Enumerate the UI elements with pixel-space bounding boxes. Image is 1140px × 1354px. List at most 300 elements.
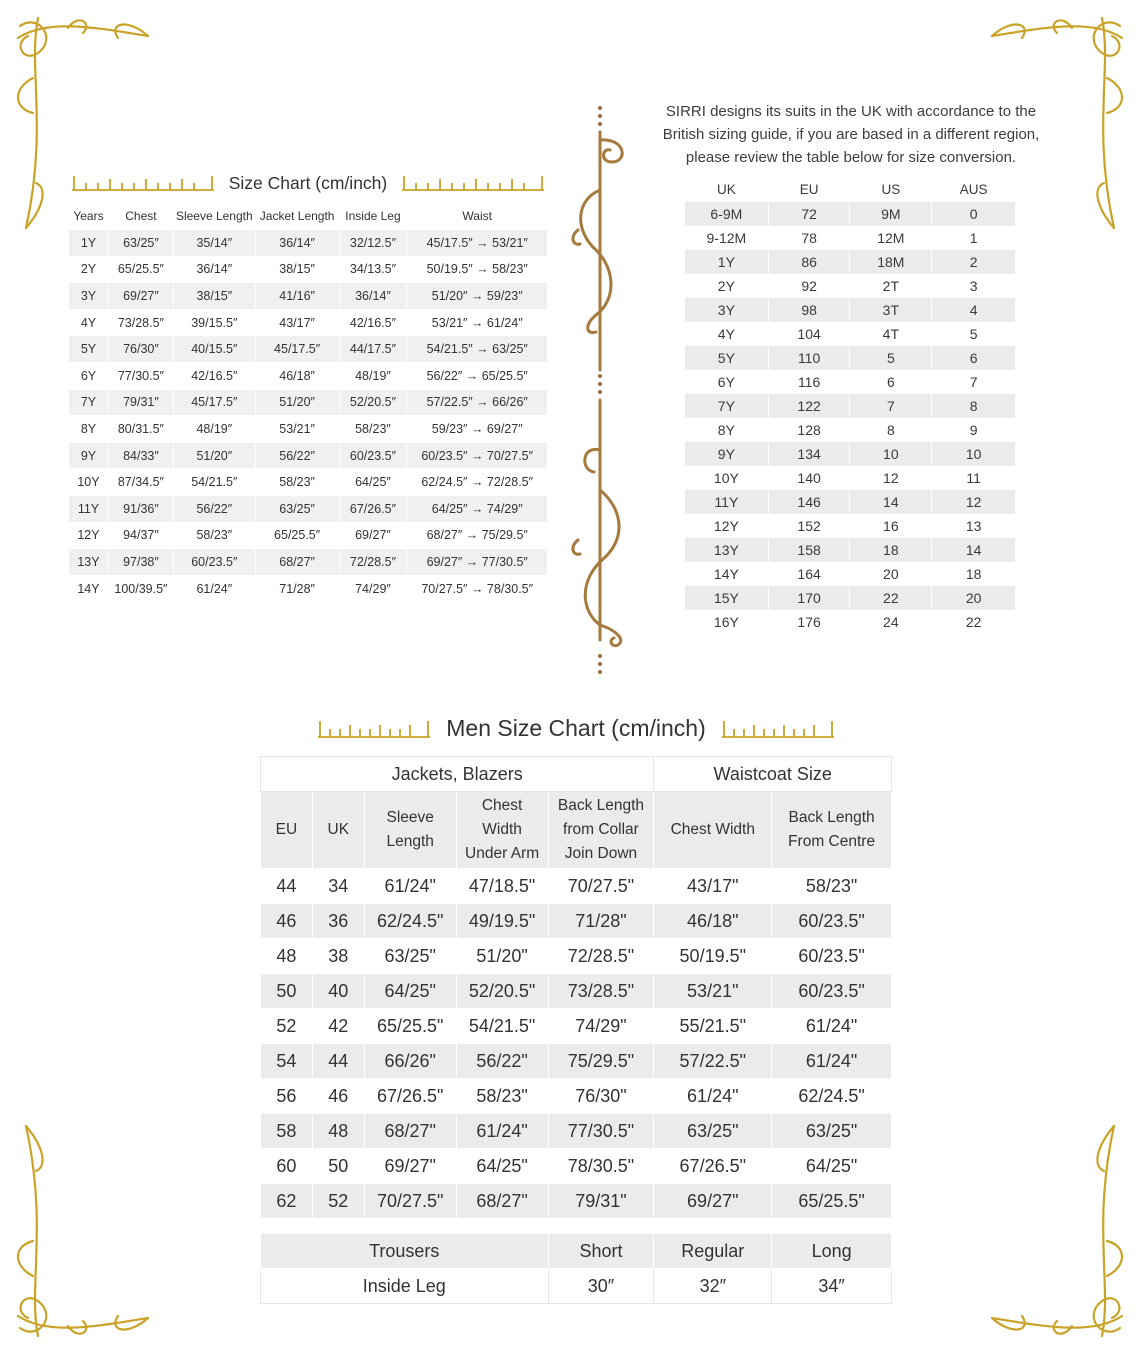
conversion-table-row [685,370,1016,394]
table-cell: 3 [932,274,1016,298]
trousers-size: Short [548,1234,654,1269]
table-cell: 8Y [685,418,769,442]
table-cell: 45/17.5″ → 53/21″ [407,230,548,257]
kids-table-row [69,442,548,469]
table-cell: 64/25" [456,1149,548,1184]
ruler-icon [402,175,544,191]
conversion-table-row [685,394,1016,418]
table-cell: 45/17.5″ [255,336,339,363]
table-cell: 70/27.5" [548,869,654,904]
table-cell: 12M [850,226,932,250]
men-table-row [261,1184,892,1219]
table-cell: 79/31" [548,1184,654,1219]
table-cell: 56 [261,1079,313,1114]
table-cell: 63/25″ [255,495,339,522]
table-cell: 71/28" [548,904,654,939]
table-cell: 9M [850,202,932,226]
conversion-table-row [685,466,1016,490]
table-cell: 158 [768,538,850,562]
table-cell: 7Y [685,394,769,418]
table-cell: 13Y [685,538,769,562]
table-cell: 6Y [685,370,769,394]
kids-chart-title: Size Chart (cm/inch) [228,172,388,193]
table-cell: 74/29″ [339,575,407,602]
table-cell: 72 [768,202,850,226]
table-cell: 36/14″ [339,283,407,310]
table-cell: 78 [768,226,850,250]
table-cell: 48 [261,939,313,974]
table-cell: 7 [850,394,932,418]
ruler-icon [72,175,214,191]
column-header-uk: UK [312,792,364,869]
table-cell: 18 [932,562,1016,586]
table-cell: 14Y [685,562,769,586]
table-cell: 65/25.5″ [255,522,339,549]
table-cell: 22 [850,586,932,610]
conversion-table-row [685,586,1016,610]
table-cell: 77/30.5″ [108,362,173,389]
table-cell: 60 [261,1149,313,1184]
table-cell: 24 [850,610,932,634]
table-cell: 50/19.5″ → 58/23″ [407,256,548,283]
table-cell: 94/37″ [108,522,173,549]
table-cell: 49/19.5" [456,904,548,939]
conversion-table-row [685,346,1016,370]
table-cell: 4Y [69,309,109,336]
kids-table-row [69,230,548,257]
table-cell: 100/39.5″ [108,575,173,602]
conversion-table-row [685,202,1016,226]
table-cell: 60/23.5″ [173,549,255,576]
column-header-back-length [548,792,654,869]
inside-leg-value: 30″ [548,1269,654,1304]
scroll-ornament-icon [8,1116,158,1346]
table-cell: 34/13.5″ [339,256,407,283]
table-cell: 64/25" [364,974,456,1009]
table-cell: 65/25.5″ [108,256,173,283]
scroll-ornament-icon [982,1116,1132,1346]
table-cell: 58/23" [456,1079,548,1114]
men-table-row [261,939,892,974]
table-cell: 67/26.5" [364,1079,456,1114]
header-line: Chest [481,797,523,814]
table-cell: 2Y [685,274,769,298]
table-cell: 5 [850,346,932,370]
table-cell: 69/27″ → 77/30.5″ [407,549,548,576]
table-cell: 91/36″ [108,495,173,522]
conversion-table-row [685,250,1016,274]
table-cell: 36/14″ [255,230,339,257]
table-cell: 16Y [685,610,769,634]
table-cell: 77/30.5" [548,1114,654,1149]
table-cell: 7 [932,370,1016,394]
table-cell: 18M [850,250,932,274]
table-cell: 68/27″ → 75/29.5″ [407,522,548,549]
trousers-size: Long [772,1234,892,1269]
table-cell: 20 [850,562,932,586]
table-cell: 76/30″ [108,336,173,363]
table-cell: 13 [932,514,1016,538]
table-cell: 60/23.5" [772,939,892,974]
table-cell: 2T [850,274,932,298]
table-cell: 140 [768,466,850,490]
table-cell: 58/23" [772,869,892,904]
column-header: US [850,176,932,202]
table-cell: 54/21.5" [456,1009,548,1044]
table-cell: 75/29.5" [548,1044,654,1079]
table-cell: 14 [850,490,932,514]
conversion-table-row [685,418,1016,442]
header-line: Width [482,821,522,838]
table-cell: 55/21.5" [654,1009,772,1044]
column-header: Sleeve Length [173,203,255,230]
table-cell: 79/31″ [108,389,173,416]
table-cell: 8Y [69,416,109,443]
table-cell: 62/24.5″ → 72/28.5″ [407,469,548,496]
header-line: Back Length [788,809,875,826]
table-cell: 9Y [69,442,109,469]
ruler-icon [722,720,834,738]
table-cell: 22 [932,610,1016,634]
table-cell: 34 [312,869,364,904]
table-cell: 61/24" [772,1009,892,1044]
spacer-row [261,1219,892,1234]
trousers-size: Regular [654,1234,772,1269]
conversion-header-row [685,176,1016,202]
table-cell: 60/23.5" [772,904,892,939]
table-cell: 72/28.5" [548,939,654,974]
table-cell: 134 [768,442,850,466]
table-cell: 56/22″ [173,495,255,522]
table-cell: 66/26" [364,1044,456,1079]
kids-table-row [69,283,548,310]
conversion-table [684,176,1016,634]
table-cell: 18 [850,538,932,562]
table-cell: 38/15″ [173,283,255,310]
conversion-table-row [685,274,1016,298]
table-cell: 61/24" [364,869,456,904]
note-line: SIRRI designs its suits in the UK with accordance to the [665,103,1037,120]
ruler-icon [318,720,430,738]
table-cell: 2Y [69,256,109,283]
table-cell: 53/21" [654,974,772,1009]
table-cell: 58/23″ [339,416,407,443]
table-cell: 170 [768,586,850,610]
table-cell: 15Y [685,586,769,610]
table-cell: 116 [768,370,850,394]
table-cell: 73/28.5" [548,974,654,1009]
table-cell: 50/19.5" [654,939,772,974]
conversion-table-row [685,298,1016,322]
table-cell: 39/15.5″ [173,309,255,336]
table-cell: 38/15″ [255,256,339,283]
table-cell: 12 [932,490,1016,514]
kids-table-row [69,522,548,549]
table-cell: 11Y [69,495,109,522]
table-cell: 74/29" [548,1009,654,1044]
table-cell: 57/22.5″ → 66/26″ [407,389,548,416]
table-cell: 54/21.5″ → 63/25″ [407,336,548,363]
table-cell: 67/26.5" [654,1149,772,1184]
table-cell: 52/20.5″ [339,389,407,416]
table-cell: 63/25″ [108,230,173,257]
kids-table-row [69,549,548,576]
column-header: AUS [932,176,1016,202]
table-cell: 62/24.5" [364,904,456,939]
table-cell: 71/28″ [255,575,339,602]
table-cell: 46 [261,904,313,939]
kids-chart-title-row [68,172,548,194]
table-cell: 69/27" [654,1184,772,1219]
column-header-eu: EU [261,792,313,869]
kids-header-row [69,203,548,230]
kids-table-row [69,389,548,416]
kids-table-row [69,336,548,363]
table-cell: 12Y [685,514,769,538]
table-cell: 50 [312,1149,364,1184]
column-header: Chest [108,203,173,230]
kids-table-row [69,309,548,336]
table-cell: 51/20" [456,939,548,974]
column-header-chest [456,792,548,869]
table-cell: 64/25″ [339,469,407,496]
men-chart-title: Men Size Chart (cm/inch) [446,715,706,742]
men-header-row [261,792,892,869]
header-line: Under Arm [465,845,540,862]
table-cell: 47/18.5" [456,869,548,904]
table-cell: 51/20″ → 59/23″ [407,283,548,310]
men-table-row [261,904,892,939]
table-cell: 68/27" [364,1114,456,1149]
table-cell: 84/33″ [108,442,173,469]
table-cell: 43/17" [654,869,772,904]
table-cell: 58/23″ [255,469,339,496]
table-cell: 70/27.5″ → 78/30.5″ [407,575,548,602]
table-cell: 48 [312,1114,364,1149]
table-cell: 5 [932,322,1016,346]
table-cell: 63/25" [654,1114,772,1149]
column-header: Jacket Length [255,203,339,230]
table-cell: 52/20.5" [456,974,548,1009]
table-cell: 53/21″ [255,416,339,443]
header-line: Join Down [564,845,638,862]
conversion-note [652,100,1050,169]
table-cell: 59/23″ → 69/27″ [407,416,548,443]
conversion-table-row [685,226,1016,250]
table-cell: 164 [768,562,850,586]
table-cell: 57/22.5" [654,1044,772,1079]
inside-leg-value: 34″ [772,1269,892,1304]
table-cell: 80/31.5″ [108,416,173,443]
table-cell: 50 [261,974,313,1009]
table-cell: 5Y [685,346,769,370]
table-cell: 12Y [69,522,109,549]
kids-size-table [68,202,548,602]
table-cell: 42/16.5″ [173,362,255,389]
table-cell: 38 [312,939,364,974]
table-cell: 98 [768,298,850,322]
table-cell: 52 [312,1184,364,1219]
ornament-bottom-left [8,1116,158,1346]
table-cell: 65/25.5" [364,1009,456,1044]
table-cell: 4Y [685,322,769,346]
table-cell: 78/30.5" [548,1149,654,1184]
table-cell: 64/25" [772,1149,892,1184]
table-cell: 61/24″ [173,575,255,602]
kids-table-row [69,362,548,389]
table-cell: 32/12.5″ [339,230,407,257]
inside-leg-row [261,1269,892,1304]
kids-table-row [69,495,548,522]
table-cell: 61/24" [456,1114,548,1149]
conversion-table-row [685,610,1016,634]
table-cell: 52 [261,1009,313,1044]
table-cell: 44 [261,869,313,904]
table-cell: 6Y [69,362,109,389]
note-line: please review the table below for size conversion. [685,149,1017,166]
table-cell: 41/16″ [255,283,339,310]
table-cell: 46/18" [654,904,772,939]
table-cell: 69/27″ [339,522,407,549]
table-cell: 5Y [69,336,109,363]
column-header: Waist [407,203,548,230]
table-cell: 4 [932,298,1016,322]
men-chart-title-row [260,714,892,742]
column-header: Inside Leg [339,203,407,230]
table-cell: 4T [850,322,932,346]
table-cell: 46/18″ [255,362,339,389]
table-cell: 69/27" [364,1149,456,1184]
column-header-sleeve [364,792,456,869]
table-cell: 146 [768,490,850,514]
table-cell: 51/20″ [173,442,255,469]
table-cell: 8 [850,418,932,442]
table-cell: 6 [850,370,932,394]
table-cell: 48/19″ [339,362,407,389]
table-cell: 14 [932,538,1016,562]
table-cell: 64/25″ → 74/29″ [407,495,548,522]
table-cell: 73/28.5″ [108,309,173,336]
inside-leg-value: 32″ [654,1269,772,1304]
table-cell: 53/21″ → 61/24″ [407,309,548,336]
table-cell: 70/27.5" [364,1184,456,1219]
table-cell: 40 [312,974,364,1009]
table-cell: 69/27″ [108,283,173,310]
table-cell: 68/27″ [255,549,339,576]
men-table-row [261,1044,892,1079]
table-cell: 72/28.5″ [339,549,407,576]
header-line: Length [386,833,434,850]
header-line: From Centre [788,833,876,850]
conversion-table-row [685,442,1016,466]
header-line: from Collar [563,821,639,838]
ornament-bottom-right [982,1116,1132,1346]
kids-table-row [69,256,548,283]
header-line: Sleeve [386,809,434,826]
table-cell: 68/27" [456,1184,548,1219]
men-table-row [261,869,892,904]
conversion-table-row [685,322,1016,346]
table-cell: 1 [932,226,1016,250]
table-cell: 86 [768,250,850,274]
conversion-table-row [685,538,1016,562]
conversion-table-row [685,514,1016,538]
table-cell: 42/16.5″ [339,309,407,336]
table-cell: 104 [768,322,850,346]
table-cell: 35/14″ [173,230,255,257]
trousers-size-row [261,1234,892,1269]
column-header-waistcoat-chest: Chest Width [654,792,772,869]
table-cell: 9Y [685,442,769,466]
table-cell: 60/23.5" [772,974,892,1009]
table-cell: 16 [850,514,932,538]
table-cell: 3Y [685,298,769,322]
table-cell: 152 [768,514,850,538]
table-cell: 62/24.5" [772,1079,892,1114]
table-cell: 13Y [69,549,109,576]
table-cell: 44 [312,1044,364,1079]
conversion-table-row [685,490,1016,514]
group-header-jackets: Jackets, Blazers [261,757,654,792]
table-cell: 45/17.5″ [173,389,255,416]
table-cell: 44/17.5″ [339,336,407,363]
table-cell: 48/19″ [173,416,255,443]
table-cell: 63/25" [772,1114,892,1149]
divider-ornament-icon [566,100,632,682]
table-cell: 40/15.5″ [173,336,255,363]
table-cell: 11 [932,466,1016,490]
table-cell: 7Y [69,389,109,416]
table-cell: 63/25" [364,939,456,974]
men-table-row [261,1009,892,1044]
table-cell: 9 [932,418,1016,442]
table-cell: 60/23.5″ → 70/27.5″ [407,442,548,469]
table-cell: 176 [768,610,850,634]
column-header: EU [768,176,850,202]
table-cell: 61/24" [654,1079,772,1114]
table-cell: 11Y [685,490,769,514]
men-group-row [261,757,892,792]
table-cell: 1Y [69,230,109,257]
table-cell: 9-12M [685,226,769,250]
men-table-row [261,1114,892,1149]
table-cell: 20 [932,586,1016,610]
group-header-waistcoat: Waistcoat Size [654,757,892,792]
men-table-row [261,1149,892,1184]
column-header: Years [69,203,109,230]
kids-table-row [69,416,548,443]
conversion-table-row [685,562,1016,586]
table-cell: 54/21.5″ [173,469,255,496]
table-cell: 51/20″ [255,389,339,416]
table-cell: 36/14″ [173,256,255,283]
table-cell: 10 [850,442,932,466]
table-cell: 10Y [685,466,769,490]
table-cell: 97/38″ [108,549,173,576]
table-cell: 65/25.5" [772,1184,892,1219]
table-cell: 46 [312,1079,364,1114]
table-cell: 54 [261,1044,313,1079]
table-cell: 43/17″ [255,309,339,336]
note-line: British sizing guide, if you are based in a different region, [662,126,1040,143]
table-cell: 10Y [69,469,109,496]
table-cell: 58 [261,1114,313,1149]
table-cell: 56/22" [456,1044,548,1079]
table-cell: 56/22″ [255,442,339,469]
inside-leg-label: Inside Leg [261,1269,549,1304]
kids-table-row [69,469,548,496]
table-cell: 56/22″ → 65/25.5″ [407,362,548,389]
